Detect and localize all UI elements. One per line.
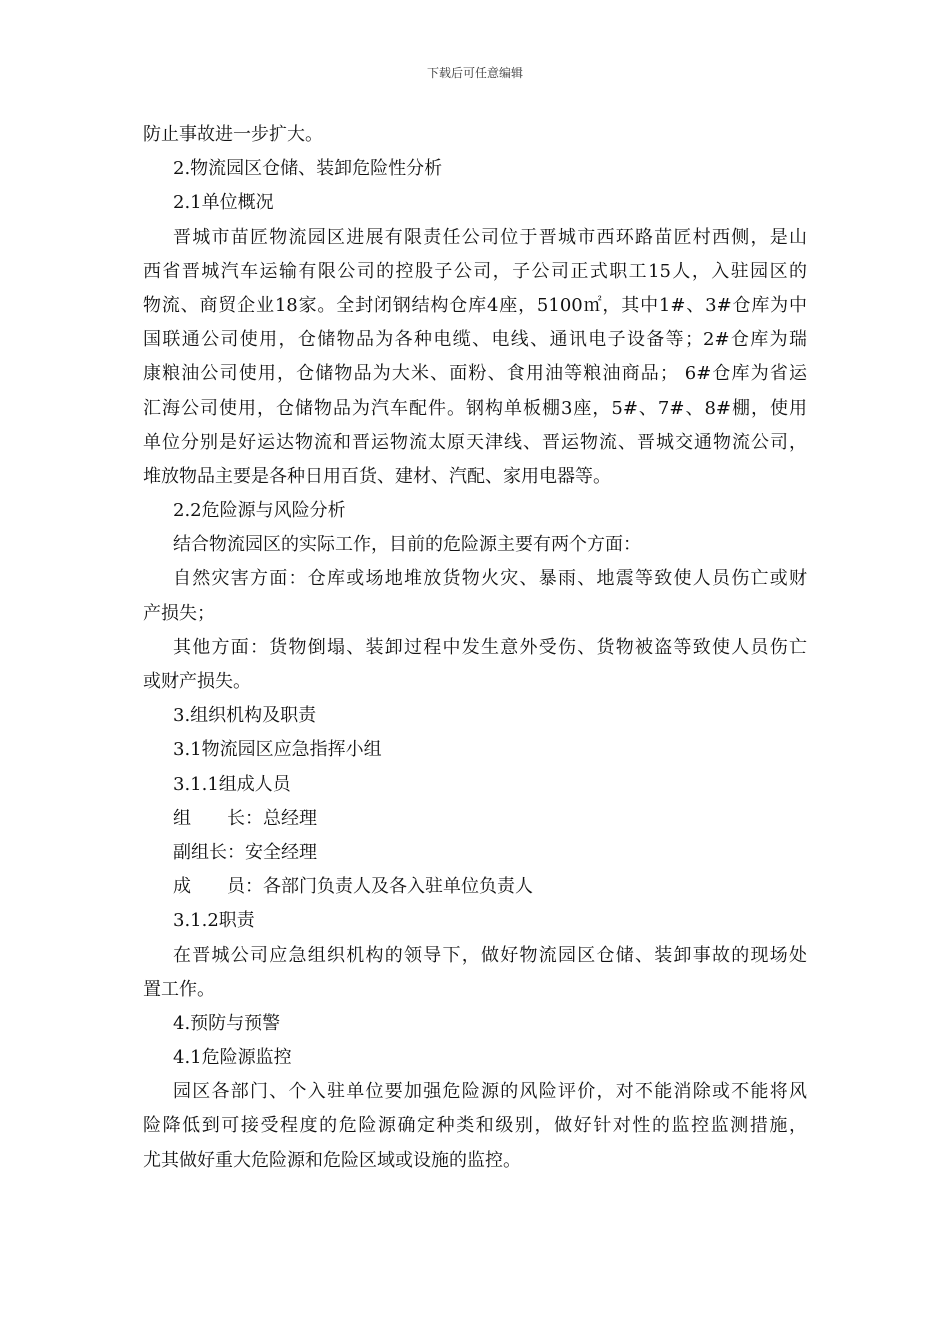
text-line: 物流、商贸企业18家。全封闭钢结构仓库4座，5100㎡，其中1#、3#仓库为中 <box>143 294 807 316</box>
text-line: 成 员：各部门负责人及各入驻单位负责人 <box>173 876 533 898</box>
text-line: 产损失； <box>143 602 215 624</box>
text-line: 置工作。 <box>143 978 215 1000</box>
text-line: 防止事故进一步扩大。 <box>143 124 323 145</box>
text-line: 汇海公司使用，仓储物品为汽车配件。钢构单板棚3座，5#、7#、8#棚，使用 <box>143 397 807 419</box>
text-line: 3.1物流园区应急指挥小组 <box>173 739 382 761</box>
text-line: 西省晋城汽车运输有限公司的控股子公司，子公司正式职工15人，入驻园区的 <box>143 260 807 282</box>
text-line: 结合物流园区的实际工作，目前的危险源主要有两个方面： <box>173 534 641 556</box>
text-line: 3.1.1组成人员 <box>173 773 291 795</box>
text-line: 国联通公司使用，仓储物品为各种电缆、电线、通讯电子设备等；2#仓库为瑞 <box>143 329 807 351</box>
text-line: 其他方面：货物倒塌、装卸过程中发生意外受伤、货物被盗等致使人员伤亡 <box>173 636 807 658</box>
text-line: 尤其做好重大危险源和危险区域或设施的监控。 <box>143 1149 521 1171</box>
text-line: 2.2危险源与风险分析 <box>173 500 346 522</box>
text-line: 晋城市苗匠物流园区进展有限责任公司位于晋城市西环路苗匠村西侧，是山 <box>173 226 807 248</box>
text-line: 3.1.2职责 <box>173 910 255 932</box>
text-line: 2.1单位概况 <box>173 192 274 214</box>
page-header: 下载后可任意编辑 <box>426 66 523 80</box>
text-line: 4.预防与预警 <box>173 1012 281 1034</box>
text-line: 单位分别是好运达物流和晋运物流太原天津线、晋运物流、晋城交通物流公司， <box>143 431 807 453</box>
text-line: 2.物流园区仓储、装卸危险性分析 <box>173 158 443 180</box>
text-line: 自然灾害方面：仓库或场地堆放货物火灾、暴雨、地震等致使人员伤亡或财 <box>173 568 807 590</box>
text-line: 4.1危险源监控 <box>173 1047 292 1069</box>
text-line: 副组长：安全经理 <box>173 841 317 863</box>
text-line: 在晋城公司应急组织机构的领导下，做好物流园区仓储、装卸事故的现场处 <box>173 944 807 966</box>
document-body <box>143 118 807 1178</box>
text-line: 园区各部门、个入驻单位要加强危险源的风险评价，对不能消除或不能将风 <box>173 1081 807 1103</box>
text-line: 险降低到可接受程度的危险源确定种类和级别，做好针对性的监控监测措施， <box>143 1115 807 1137</box>
text-line: 堆放物品主要是各种日用百货、建材、汽配、家用电器等。 <box>143 465 611 487</box>
text-line: 组 长：总经理 <box>173 807 317 829</box>
text-line: 3.组织机构及职责 <box>173 705 317 727</box>
text-line: 康粮油公司使用，仓储物品为大米、面粉、食用油等粮油商品； 6#仓库为省运 <box>143 363 807 385</box>
text-line: 或财产损失。 <box>143 671 251 692</box>
